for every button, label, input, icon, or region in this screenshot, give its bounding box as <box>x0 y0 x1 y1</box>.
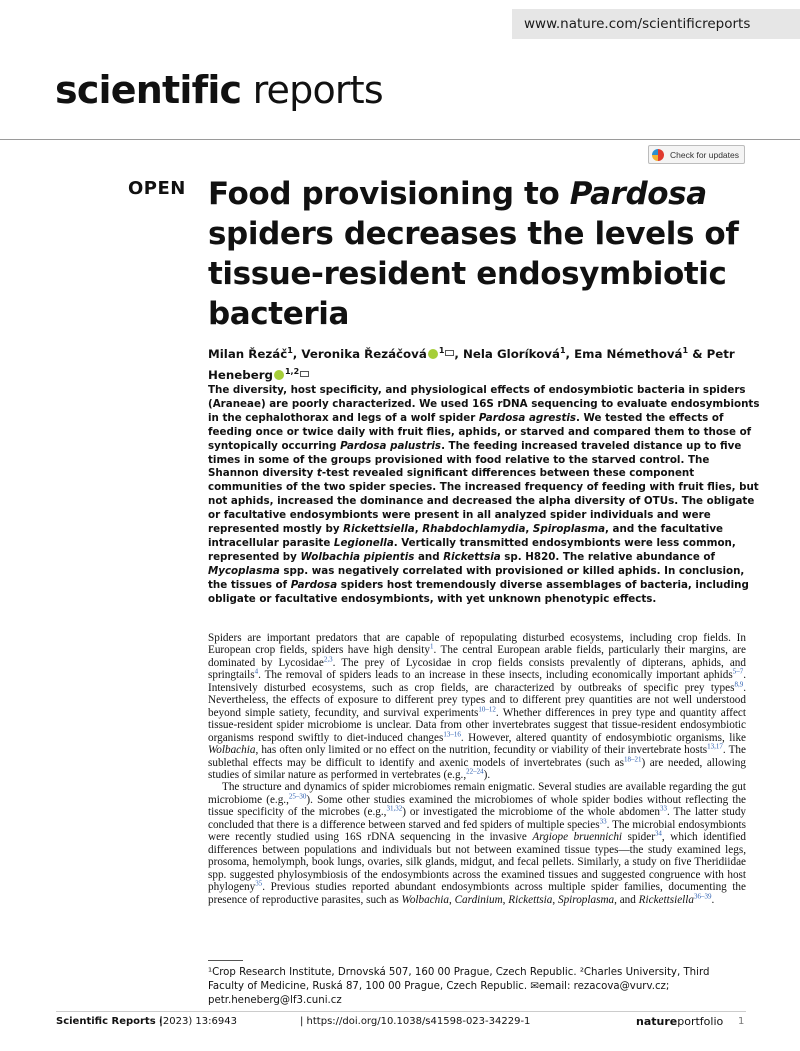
citation-ref[interactable]: 1 <box>430 642 434 651</box>
open-access-label: OPEN <box>128 178 186 199</box>
crossmark-icon <box>652 149 664 161</box>
citation-ref[interactable]: 10–12 <box>478 704 496 713</box>
orcid-icon[interactable] <box>428 349 438 359</box>
body-paragraph: Spiders are important predators that are capable of repopulating disturbed ecosystems, including crop fields. In European crop fields, spiders have high density$^1$. The central European arable fields, particularly their margins, are dominated by Lycosidae$^{2,3}$. The prey of Lycosidae in crop fields consists prevalently of dipterans, aphids, and springtails$^4$. The removal of spiders leads to an increase in these insects, including economically important aphids$^{5-7}$. Intensively disturbed ecosystems, such as crop fields, are characterized by outbreaks of specific prey types$^{8,9}$. Nevertheless, the effects of exposure to different prey types and to different prey quantities are not well understood beyond simple satiety, fecundity, and survival experiments$^{10-12}$. Whether differences in prey type and quantity affect tissue-resident spider microbiome is unclear. Data from other invertebrates suggest that tissue-resident endosymbiotic organisms respond swiftly to diet-induced changes$^{13-16}$. However, altered quantity of endosymbiotic organisms, like Wolbachia, has often only limited or no effect on the nutrition, fecundity or viability of their invertebrate hosts$^{13,17}$. The sublethal effects may be difficult to identify and axenic models of invertebrates (such $as^{18-21}$) are needed, allowing studies of similar nature as performed in vertebrates (e.g.,$^{22-24}$). <box>208 632 746 781</box>
citation-ref[interactable]: 33 <box>659 804 667 813</box>
citation-ref[interactable]: 31,32 <box>386 804 403 813</box>
citation-ref[interactable]: 36–39 <box>693 891 712 900</box>
affiliations: ¹Crop Research Institute, Drnovská 507, 160 00 Prague, Czech Republic. ²Charles University, Third Faculty of Medicine, Ruská 87, 100 00 Prague, Czech Republic. ✉email: rezacova@vurv.cz; petr.heneberg@lf3.cuni.cz <box>208 966 748 1008</box>
header-divider <box>0 139 800 140</box>
orcid-icon[interactable] <box>274 370 284 380</box>
article-title: Food provisioning to Pardosa spiders decreases the levels of tissue-resident endosymbiotic bacteria <box>208 176 739 332</box>
footer-year-volume: (2023) 13:6943 <box>159 1016 237 1027</box>
author-name[interactable]: Nela Gloríková <box>462 346 560 361</box>
citation-ref[interactable]: 2,3 <box>323 655 333 664</box>
footer-journal: Scientific Reports | <box>56 1016 163 1027</box>
citation-ref[interactable]: 33 <box>599 817 607 826</box>
author-affiliation-sup: 1 <box>682 346 689 355</box>
abstract: The diversity, host specificity, and physiological effects of endosymbiotic bacteria in spiders (Araneae) are poorly characterized. We used 16S rDNA sequencing to evaluate endosymbionts in the cephalothorax and legs of a wolf spider Pardosa agrestis. We tested the effects of feeding once or twice daily with fruit flies, aphids, or starved and compared them to those of syntopically occurring Pardosa palustris. The feeding increased traveled distance up to five times in some of the groups provisioned with food relative to the starved control. The Shannon diversity t-test revealed significant differences between these component communities of the two spider species. The increased frequency of feeding with fruit flies, but not aphids, increased the dominance and decreased the alpha diversity of OTUs. The obligate or facultative endosymbionts were present in all analyzed spider individuals and were represented mostly by Rickettsiella, Rhabdochlamydia, Spiroplasma, and the facultative intracellular parasite Legionella. Vertically transmitted endosymbionts were less common, represented by Wolbachia pipientis and Rickettsia sp. H820. The relative abundance of Mycoplasma spp. was negatively correlated with provisioned or killed aphids. In conclusion, the tissues of Pardosa spiders host tremendously diverse assemblages of bacteria, including obligate or facultative endosymbionts, with yet unknown phenotypic effects. <box>208 384 760 605</box>
citation-ref[interactable]: 13–16 <box>443 729 461 738</box>
email-icon[interactable] <box>300 371 309 377</box>
author-name[interactable]: Milan Řezáč <box>208 346 288 361</box>
footnote-rule <box>208 960 243 961</box>
citation-ref[interactable]: 18–21 <box>623 754 642 763</box>
author-list: Milan Řezáč$^1$, Veronika Řezáčová $^1$ , Nela Gloríková$^1$, Ema Némethová$^1$ & Petr Heneberg $^{1,2}$ <box>208 346 735 382</box>
publisher-logo: natureportfolio <box>636 1015 724 1028</box>
article-body <box>208 632 746 906</box>
author-name[interactable]: Petr Heneberg <box>208 346 735 382</box>
page-number: 1 <box>738 1016 745 1027</box>
journal-logo: scientific reports <box>55 68 383 112</box>
footer-doi-link[interactable]: | https://doi.org/10.1038/s41598-023-34229-1 <box>300 1016 531 1027</box>
author-name[interactable]: Ema Némethová <box>574 346 683 361</box>
author-name[interactable]: Veronika Řezáčová <box>301 346 427 361</box>
author-affiliation-sup: 1 <box>438 346 445 355</box>
journal-url[interactable]: www.nature.com/scientificreports <box>524 16 751 32</box>
author-affiliation-sup: 1,2 <box>284 366 300 376</box>
citation-ref[interactable]: 25–30 <box>288 792 307 801</box>
check-for-updates-button[interactable]: Check for updates <box>648 145 745 164</box>
body-paragraph: The structure and dynamics of spider microbiomes remain enigmatic. Several studies are available regarding the gut microbiome (e.g.,$^{25-30}$). Some other studies examined the microbiomes of whole spider bodies without reflecting the tissue specificity of the microbes (e.g.,$^{31,32}$) or investigated the microbiome of the whole abdomen$^{33}$. The latter study concluded that there is a difference between starved and fed spiders of multiple species$^{33}$. The microbial endosymbionts were recently studied using 16S rDNA sequencing in the invasive Argiope bruennichi spider$^{34}$, which identified differences between populations and individuals but not between examined tissue types—the study examined legs, prosoma, hemolymph, book lungs, ovaries, silk glands, midgut, and fecal pellets. Similarly, a study on five Theridiidae spp. suggested phylosymbiosis of the endosymbionts across the examined tissues and suggested congruence with host phylogeny$^{35}$. Previous studies reported abundant endosymbionts across multiple spider families, documenting the presence of reproductive parasites, such as Wolbachia, Cardinium, Rickettsia, Spiroplasma, and Rickettsiella$^{36-39}$. <box>208 781 747 906</box>
citation-ref[interactable]: 34 <box>654 829 662 838</box>
page-footer <box>56 1016 746 1030</box>
footer-divider <box>56 1011 746 1012</box>
citation-ref[interactable]: 5–7 <box>732 667 744 676</box>
email-icon[interactable] <box>445 350 454 356</box>
citation-ref[interactable]: 4 <box>254 667 259 676</box>
author-affiliation-sup: 1 <box>287 346 293 355</box>
citation-ref[interactable]: 22–24 <box>466 767 484 776</box>
citation-ref[interactable]: 8,9 <box>734 680 744 689</box>
citation-ref[interactable]: 35 <box>255 879 263 888</box>
journal-url-banner[interactable] <box>512 9 800 39</box>
author-affiliation-sup: 1 <box>559 346 566 355</box>
citation-ref[interactable]: 13,17 <box>707 742 723 751</box>
